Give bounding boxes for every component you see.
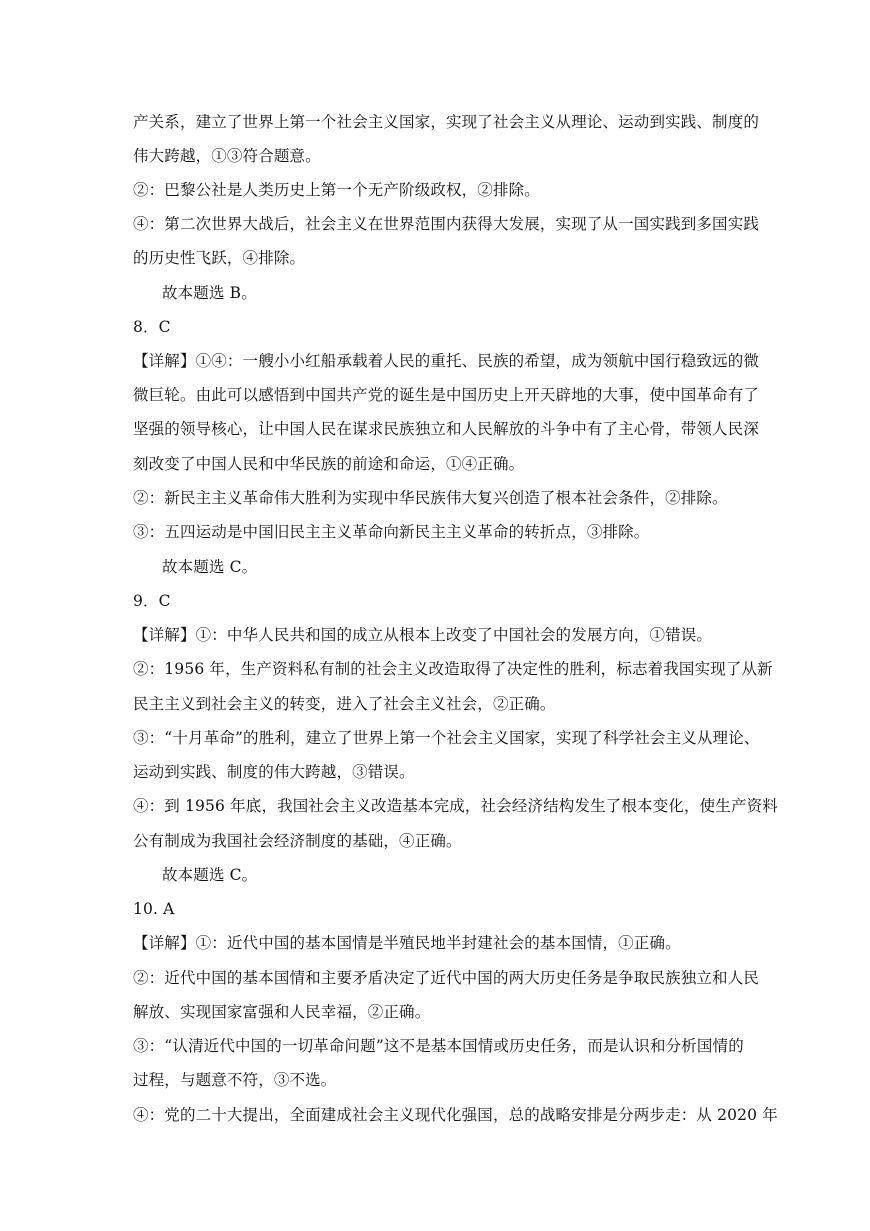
- text-line: ②：近代中国的基本国情和主要矛盾决定了近代中国的两大历史任务是争取民族独立和人民: [133, 969, 760, 987]
- text-line: 【详解】①④：一艘小小红船承载着人民的重托、民族的希望，成为领航中国行稳致远的微: [133, 352, 760, 370]
- text-line: ④：党的二十大提出，全面建成社会主义现代化强国，总的战略安排是分两步走：从 2020 年: [133, 1106, 778, 1124]
- text-line: ③：五四运动是中国旧民主主义革命向新民主主义革命的转折点，③排除。: [133, 523, 650, 541]
- text-line: 【详解】①：近代中国的基本国情是半殖民地半封建社会的基本国情，①正确。: [133, 934, 681, 952]
- text-line: 民主主义到社会主义的转变，进入了社会主义社会，②正确。: [133, 695, 556, 713]
- answer-heading: 8．C: [133, 318, 171, 336]
- text-line: 过程，与题意不符，③不选。: [133, 1071, 337, 1089]
- text-line: 【详解】①：中华人民共和国的成立从根本上改变了中国社会的发展方向，①错误。: [133, 626, 713, 644]
- conclusion-line: 故本题选 C。: [162, 866, 258, 884]
- conclusion-line: 故本题选 C。: [162, 558, 258, 576]
- text-line: ②：1956 年，生产资料私有制的社会主义改造取得了决定性的胜利，标志着我国实现了从新: [133, 660, 773, 678]
- text-line: ③：“认清近代中国的一切革命问题”这不是基本国情或历史任务，而是认识和分析国情的: [133, 1037, 744, 1055]
- text-line: ③：“十月革命”的胜利，建立了世界上第一个社会主义国家，实现了科学社会主义从理论、: [133, 729, 760, 747]
- text-line: 运动到实践、制度的伟大跨越，③错误。: [133, 763, 415, 781]
- answer-heading: 9．C: [133, 592, 171, 610]
- answer-heading: 10. A: [133, 900, 175, 918]
- text-line: 产关系，建立了世界上第一个社会主义国家，实现了社会主义从理论、运动到实践、制度的: [133, 113, 760, 131]
- text-line: ②：巴黎公社是人类历史上第一个无产阶级政权，②排除。: [133, 181, 540, 199]
- text-line: ②：新民主主义革命伟大胜利为实现中华民族伟大复兴创造了根本社会条件，②排除。: [133, 489, 728, 507]
- text-line: 的历史性飞跃，④排除。: [133, 249, 306, 267]
- text-line: 公有制成为我国社会经济制度的基础，④正确。: [133, 832, 462, 850]
- text-line: 刻改变了中国人民和中华民族的前途和命运，①④正确。: [133, 455, 525, 473]
- text-line: ④：到 1956 年底，我国社会主义改造基本完成，社会经济结构发生了根本变化，使生产资料: [133, 797, 778, 815]
- conclusion-line: 故本题选 B。: [162, 284, 257, 302]
- text-line: 微巨轮。由此可以感悟到中国共产党的诞生是中国历史上开天辟地的大事，使中国革命有了: [133, 386, 760, 404]
- text-line: 解放、实现国家富强和人民幸福，②正确。: [133, 1003, 431, 1021]
- text-line: ④：第二次世界大战后，社会主义在世界范围内获得大发展，实现了从一国实践到多国实践: [133, 215, 760, 233]
- text-line: 伟大跨越，①③符合题意。: [133, 147, 321, 165]
- text-line: 坚强的领导核心，让中国人民在谋求民族独立和人民解放的斗争中有了主心骨，带领人民深: [133, 420, 760, 438]
